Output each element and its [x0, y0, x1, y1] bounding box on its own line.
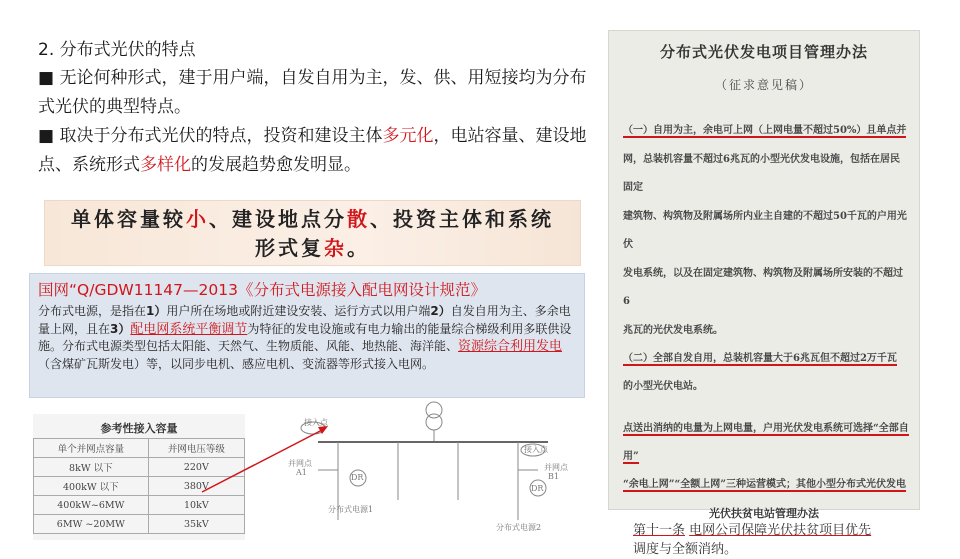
std-text: 用户所在场地或附近建设安装、运行方式以用户端	[166, 304, 431, 318]
summary-highlight-small: 小	[186, 207, 209, 231]
table-cell: 8kW 以下	[34, 458, 149, 477]
diagram-label: 并网点	[288, 459, 312, 468]
std-text: 自发自用为主、多余电量上网，且在	[38, 304, 571, 336]
summary-text: 单体容量较	[71, 207, 186, 231]
std-highlight-resource: 资源综合利用发电	[458, 339, 563, 354]
diagram-label: 分布式电源2	[496, 523, 542, 532]
bullet2-part-c: ，电站容量、建设地点、系统形式	[38, 126, 587, 175]
diagram-label: A1	[296, 468, 307, 477]
std-num: 2）	[430, 304, 451, 318]
std-num: 3）	[110, 321, 131, 336]
highlight-diverse-forms: 多样化	[140, 155, 191, 175]
std-num: 1）	[146, 304, 167, 318]
policy-document-scan	[608, 30, 920, 557]
grid-connection-diagram	[248, 400, 596, 540]
bullet2-part-a: ■ 取决于分布式光伏的特点，投资和建设主体	[38, 126, 383, 146]
table-cell: 380V	[148, 477, 244, 496]
doc-line: 兆瓦的光伏发电系统。	[623, 324, 723, 336]
summary-text: 。	[347, 236, 370, 260]
left-text-block	[38, 36, 598, 180]
table-cell: 10kV	[148, 496, 244, 515]
standard-body	[38, 303, 574, 373]
doc-line	[623, 415, 909, 471]
standard-title: 国网“Q/GDW11147—2013《分布式电源接入配电网设计规范》	[38, 281, 486, 299]
table-header: 单个并网点容量	[34, 439, 149, 458]
table-header: 并网电压等级	[148, 439, 244, 458]
doc-line	[623, 471, 909, 499]
table-header-row	[34, 439, 245, 458]
article-text: 调度与全额消纳。	[633, 542, 738, 557]
doc-subtitle: （征求意见稿）	[714, 78, 813, 92]
doc-article-11	[609, 521, 919, 559]
doc-title-poverty: 光伏扶贫电站管理办法	[709, 507, 819, 520]
doc-line-text: 点送出消纳的电量为上网电量，户用光伏发电系统可选择“全部自用”	[623, 423, 909, 462]
table-cell: 35kV	[148, 515, 244, 534]
doc-line: 发电系统，以及在固定建筑物、构筑物及附属场所安装的不超过6	[623, 267, 903, 307]
section-heading: 2. 分布式光伏的特点	[38, 40, 196, 60]
table-cell: 400kW~6MW	[34, 496, 149, 515]
diagram-label: DR	[351, 473, 364, 482]
article-text: 电网公司保障光伏扶贫项目优先	[689, 523, 872, 538]
doc-line: 的小型光伏电站。	[623, 381, 703, 392]
summary-banner	[44, 200, 581, 266]
doc-line: 网，总装机容量不超过6兆瓦的小型光伏发电设施，包括在居民固定	[623, 153, 900, 193]
doc-line	[623, 117, 909, 146]
diagram-label: 并网点	[544, 463, 568, 472]
capacity-table-image	[33, 414, 245, 540]
standard-definition-box	[29, 273, 585, 398]
diagram-label: 接入点	[304, 418, 328, 427]
doc-title: 分布式光伏发电项目管理办法	[659, 43, 868, 61]
bullet2-part-e: 的发展趋势愈发明显。	[191, 155, 361, 175]
std-highlight-balance: 配电网系统平衡调节	[130, 321, 248, 337]
std-text: （含煤矿瓦斯发电）等，以同步电机、感应电机、变流器等形式接入电网。	[38, 356, 435, 371]
summary-highlight-complex: 杂	[324, 236, 347, 260]
doc-paragraph-1	[609, 117, 919, 345]
table-row	[34, 515, 245, 534]
summary-text: 、建设地点分	[209, 207, 347, 231]
table-row	[34, 458, 245, 477]
bullet-diversification	[38, 122, 598, 180]
table-row	[34, 496, 245, 515]
diagram-label: B1	[548, 472, 559, 481]
bullet-typical-features: ■ 无论何种形式，建于用户端，自发自用为主，发、供、用短接均为分布式光伏的典型特点。	[38, 68, 587, 117]
doc-paragraph-3	[609, 415, 919, 499]
diagram-label: DR	[531, 484, 544, 493]
doc-line-text: （一）自用为主，余电可上网（上网电量不超过50%）且单点并	[623, 125, 907, 136]
std-text: 分布式电源，是指在	[38, 304, 147, 318]
doc-line	[623, 345, 909, 373]
diagram-label: 接入点	[524, 445, 548, 454]
highlight-diversified-investors: 多元化	[382, 126, 434, 146]
diagram-label: 分布式电源1	[328, 505, 374, 514]
doc-line: 建筑物、构筑物及附属场所内业主自建的不超过50千瓦的户用光伏	[623, 210, 907, 250]
table-cell: 6MW ~20MW	[34, 515, 149, 534]
std-text: 为特征的发电设施或有电力输出的能量综合梯级利用多联供设施。分布式电源类型包括太阳能、天然气、生物质能、风能、地热能、海洋能、	[38, 321, 572, 353]
table-cell: 220V	[148, 458, 244, 477]
summary-highlight-dispersed: 散	[347, 207, 370, 231]
doc-line-text: “余电上网”“全额上网”三种运营模式；其他小型分布式光伏发电	[623, 479, 907, 490]
capacity-table-title: 参考性接入容量	[100, 422, 178, 435]
doc-paragraph-2	[609, 345, 919, 401]
article-number: 第十一条	[633, 523, 686, 538]
summary-text: 、投资主体和系统	[370, 207, 554, 231]
summary-text: 形式复	[255, 236, 324, 260]
doc-line-text: （二）全部自发自用，总装机容量大于6兆瓦但不超过2万千瓦	[623, 353, 897, 364]
table-cell: 400kW 以下	[34, 477, 149, 496]
